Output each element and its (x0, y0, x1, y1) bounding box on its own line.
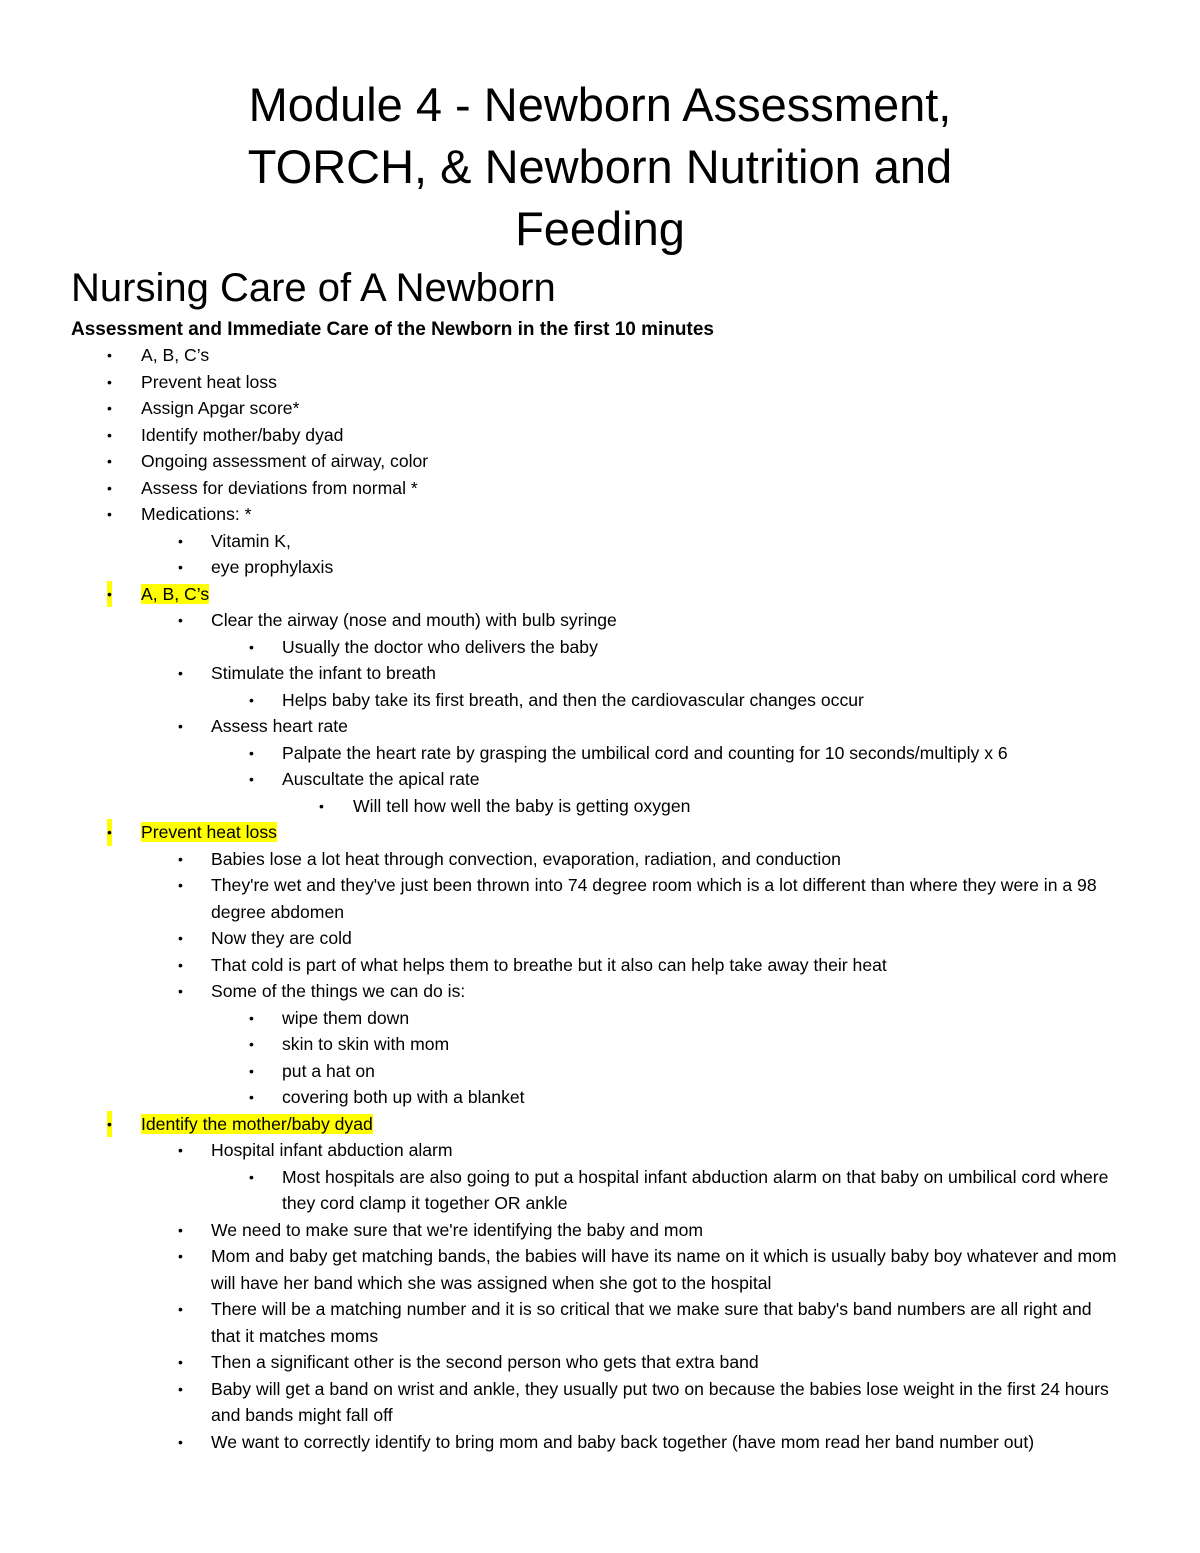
bullet-marker: • (178, 1354, 183, 1370)
list-item-text: Then a significant other is the second person who gets that extra band (211, 1352, 759, 1372)
list-item-text: Helps baby take its first breath, and then the cardiovascular changes occur (282, 689, 864, 710)
list-item-text: Assess heart rate (211, 716, 348, 736)
list-item-text: Palpate the heart rate by grasping the umbilical cord and counting for 10 seconds/multiply x 6 (282, 742, 1008, 763)
bullet-list (0, 342, 1200, 1455)
list-item (0, 713, 1121, 740)
bullet-marker: • (107, 479, 112, 496)
list-item-text: Ongoing assessment of airway, color (141, 451, 429, 471)
list-item-text: Prevent heat loss (141, 822, 277, 842)
bullet-marker: • (107, 373, 112, 390)
list-item-text: eye prophylaxis (211, 557, 334, 577)
list-item (0, 1429, 1121, 1456)
title-line-3: Feeding (515, 202, 685, 255)
document-title (60, 74, 1140, 260)
list-item-text: They're wet and they've just been thrown into 74 degree room which is a lot different than where they were in a 98 degree abdomen (211, 875, 1097, 922)
list-item (0, 952, 1121, 979)
list-item (0, 1296, 1121, 1349)
list-item (0, 1111, 1131, 1138)
list-item (0, 660, 1121, 687)
bullet-marker: • (178, 559, 183, 575)
list-item-text: We want to correctly identify to bring mom and baby back together (have mom read her band number out) (211, 1431, 1035, 1452)
list-item-text: Vitamin K, (211, 530, 291, 551)
bullet-marker: • (178, 1248, 183, 1264)
bullet-marker: • (178, 956, 183, 973)
list-item-text: Will tell how well the baby is getting oxygen (353, 795, 691, 816)
subsection-heading: Assessment and Immediate Care of the Newborn in the first 10 minutes (71, 319, 714, 340)
list-item-text: We need to make sure that we're identifying the baby and mom (211, 1219, 704, 1240)
list-item (0, 740, 1122, 767)
bullet-marker: • (319, 797, 324, 814)
list-item-text: Hospital infant abduction alarm (211, 1140, 453, 1160)
list-item (0, 581, 1131, 608)
list-item (0, 846, 1121, 873)
list-item-text: skin to skin with mom (282, 1034, 450, 1054)
list-item (0, 872, 1121, 925)
bullet-marker: • (249, 771, 254, 787)
list-item-text: Babies lose a lot heat through convection, evaporation, radiation, and conduction (211, 848, 841, 869)
list-item-text: Now they are cold (211, 928, 352, 948)
list-item-text: A, B, C’s (141, 345, 210, 365)
list-item (0, 448, 1131, 475)
bullet-marker: • (178, 930, 183, 946)
title-line-1: Module 4 - Newborn Assessment, (248, 78, 952, 131)
list-item-text: Prevent heat loss (141, 371, 277, 392)
bullet-marker: • (178, 850, 183, 867)
list-item-text: put a hat on (282, 1060, 375, 1081)
bullet-marker: • (249, 691, 254, 708)
bullet-marker: • (107, 1111, 112, 1138)
bullet-marker: • (178, 1142, 183, 1158)
bullet-marker: • (178, 877, 183, 893)
bullet-marker: • (178, 612, 183, 628)
bullet-marker: • (178, 1433, 183, 1450)
list-item (0, 1349, 1121, 1376)
bullet-marker: • (178, 532, 183, 549)
bullet-marker: • (178, 1380, 183, 1397)
list-item-text: That cold is part of what helps them to breathe but it also can help take away their heat (211, 954, 887, 975)
bullet-marker: • (107, 819, 112, 846)
bullet-marker: • (178, 718, 183, 734)
list-item (0, 793, 1123, 820)
list-item (0, 1031, 1122, 1058)
list-item-text: A, B, C’s (141, 583, 210, 604)
bullet-marker: • (107, 453, 112, 469)
list-item (0, 501, 1131, 528)
list-item (0, 369, 1131, 396)
bullet-marker: • (107, 506, 112, 522)
list-item-text: There will be a matching number and it is so critical that we make sure that baby's band numbers are all right and that it matches moms (211, 1299, 1092, 1346)
list-item (0, 395, 1131, 422)
list-item (0, 1217, 1121, 1244)
list-item-text: Clear the airway (nose and mouth) with bulb syringe (211, 610, 617, 630)
bullet-marker: • (249, 1009, 254, 1026)
list-item (0, 554, 1121, 581)
bullet-marker: • (178, 1221, 183, 1238)
list-item-text: Usually the doctor who delivers the baby (282, 636, 598, 657)
list-item (0, 528, 1121, 555)
list-item (0, 1084, 1122, 1111)
list-item-text: Assess for deviations from normal * (141, 477, 418, 498)
list-item-text: Mom and baby get matching bands, the babies will have its name on it which is usually baby boy whatever and mom will have her band which she was assigned when she got to the hospital (211, 1246, 1117, 1293)
list-item (0, 978, 1121, 1005)
list-item (0, 1164, 1122, 1217)
list-item-text: Medications: * (141, 504, 252, 524)
list-item-text: wipe them down (282, 1007, 410, 1028)
list-item-text: Auscultate the apical rate (282, 769, 480, 789)
list-item-text: Some of the things we can do is: (211, 981, 466, 1001)
bullet-marker: • (107, 426, 112, 443)
list-item (0, 687, 1122, 714)
title-line-2: TORCH, & Newborn Nutrition and (247, 140, 953, 193)
list-item (0, 342, 1131, 369)
bullet-marker: • (107, 581, 112, 608)
list-item (0, 1005, 1122, 1032)
list-item (0, 422, 1131, 449)
list-item (0, 634, 1122, 661)
bullet-marker: • (249, 1089, 254, 1105)
bullet-marker: • (249, 1168, 254, 1185)
list-item (0, 766, 1122, 793)
list-item-text: Identify mother/baby dyad (141, 424, 344, 445)
list-item (0, 925, 1121, 952)
bullet-marker: • (249, 1062, 254, 1079)
bullet-marker: • (249, 744, 254, 761)
list-item-text: Identify the mother/baby dyad (141, 1113, 373, 1134)
list-item-text: Most hospitals are also going to put a hospital infant abduction alarm on that baby on umbilical cord where they cord clamp it together OR ankle (282, 1166, 1109, 1213)
bullet-marker: • (178, 665, 183, 681)
list-item (0, 819, 1131, 846)
list-item-text: covering both up with a blanket (282, 1087, 525, 1107)
list-item-text: Baby will get a band on wrist and ankle, they usually put two on because the babies lose weight in the first 24 hours and bands might fall off (211, 1378, 1109, 1425)
bullet-marker: • (178, 1301, 183, 1317)
list-item (0, 1243, 1121, 1296)
list-item (0, 475, 1131, 502)
bullet-marker: • (178, 983, 183, 999)
list-item (0, 1137, 1121, 1164)
bullet-marker: • (249, 638, 254, 655)
list-item-text: Stimulate the infant to breath (211, 663, 436, 683)
list-item-text: Assign Apgar score* (141, 398, 300, 418)
bullet-marker: • (249, 1036, 254, 1052)
list-item (0, 1376, 1121, 1429)
list-item (0, 607, 1121, 634)
bullet-marker: • (107, 347, 112, 363)
bullet-marker: • (107, 400, 112, 416)
list-item (0, 1058, 1122, 1085)
section-heading: Nursing Care of A Newborn (71, 266, 556, 310)
